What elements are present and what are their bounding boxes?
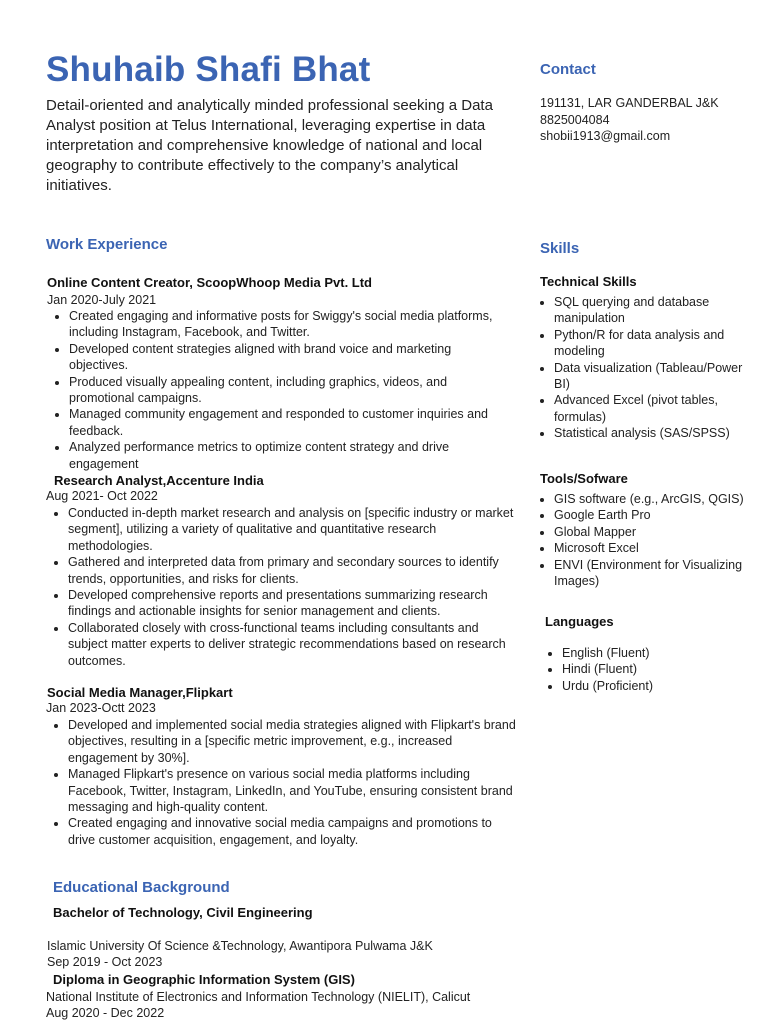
skill-item: • Statistical analysis (SAS/SPSS) bbox=[554, 425, 745, 441]
skill-item: • Data visualization (Tableau/Power BI) bbox=[554, 360, 745, 393]
contact-block bbox=[540, 95, 719, 145]
skill-item: • SQL querying and database manipulation bbox=[554, 294, 745, 327]
education-degree: Bachelor of Technology, Civil Engineering bbox=[53, 905, 313, 920]
tool-item: • Google Earth Pro bbox=[554, 507, 745, 523]
tools-heading: Tools/Sofware bbox=[540, 471, 628, 486]
professional-summary: Detail-oriented and analytically minded professional seeking a Data Analyst position at Telus International, leveraging expertise in data interpretation and comprehensive knowledge of national and local geography to contribute effectively to the company’s analytical initiatives. bbox=[46, 97, 493, 194]
education-dates: Sep 2019 - Oct 2023 bbox=[47, 955, 163, 969]
job-dates: Aug 2021- Oct 2022 bbox=[46, 489, 158, 503]
contact-email: shobii1913@gmail.com bbox=[540, 129, 671, 144]
job-bullet: • Managed community engagement and responded to customer inquiries and feedback. bbox=[69, 406, 509, 439]
job-bullet: • Developed and implemented social media strategies aligned with Flipkart's brand objectives, resulting in a [specific metric improvement, e.g., increased engagement by 30%]. bbox=[68, 717, 518, 766]
job-bullet: • Gathered and interpreted data from primary and secondary sources to identify trends, opportunities, and risks for clients. bbox=[68, 554, 518, 587]
language-item: • English (Fluent) bbox=[562, 645, 748, 661]
languages-heading: Languages bbox=[545, 614, 614, 629]
job-bullet: • Produced visually appealing content, including graphics, videos, and promotional campaigns. bbox=[69, 374, 509, 407]
job-bullets bbox=[46, 717, 518, 848]
job-bullet: • Developed content strategies aligned with brand voice and marketing objectives. bbox=[69, 341, 509, 374]
tool-item: • Microsoft Excel bbox=[554, 540, 745, 556]
education-school: Islamic University Of Science &Technology, Awantipora Pulwama J&K bbox=[47, 939, 433, 953]
technical-skills-heading: Technical Skills bbox=[540, 274, 637, 289]
contact-heading: Contact bbox=[540, 61, 596, 78]
job-bullets bbox=[46, 505, 518, 669]
job-title: Online Content Creator, ScoopWhoop Media Pvt. Ltd bbox=[47, 275, 372, 290]
job-bullet: • Collaborated closely with cross-functional teams including consultants and subject matter experts to deliver strategic recommendations based on research outcomes. bbox=[68, 620, 518, 669]
job-dates: Jan 2023-Octt 2023 bbox=[46, 701, 156, 715]
languages-list bbox=[548, 645, 748, 694]
job-bullet: • Created engaging and informative posts for Swiggy's social media platforms, including Instagram, Facebook, and Twitter. bbox=[69, 308, 509, 341]
job-bullets bbox=[47, 308, 509, 472]
job-title: Research Analyst,Accenture India bbox=[54, 473, 264, 488]
tools-list bbox=[540, 491, 745, 589]
education-degree: Diploma in Geographic Information System (GIS) bbox=[53, 972, 355, 987]
skills-heading: Skills bbox=[540, 240, 580, 257]
job-bullet: • Managed Flipkart's presence on various social media platforms including Facebook, Twitter, Instagram, LinkedIn, and YouTube, ensuring consistent brand messaging and high-quality content. bbox=[68, 766, 518, 815]
tool-item: • ENVI (Environment for Visualizing Images) bbox=[554, 557, 745, 590]
tool-item: • Global Mapper bbox=[554, 524, 745, 540]
job-dates: Jan 2020-July 2021 bbox=[47, 293, 157, 307]
job-bullet: • Developed comprehensive reports and presentations summarizing research findings and actionable insights for senior management and clients. bbox=[68, 587, 518, 620]
skill-item: • Advanced Excel (pivot tables, formulas) bbox=[554, 392, 745, 425]
job-bullet: • Created engaging and innovative social media campaigns and promotions to drive customer acquisition, engagement, and loyalty. bbox=[68, 815, 518, 848]
work-experience-heading: Work Experience bbox=[46, 236, 168, 253]
job-bullet: • Analyzed performance metrics to optimize content strategy and drive engagement bbox=[69, 439, 509, 472]
contact-phone: 8825004084 bbox=[540, 112, 610, 127]
languages-list-wrap bbox=[548, 645, 748, 694]
education-dates: Aug 2020 - Dec 2022 bbox=[46, 1006, 165, 1020]
technical-skills-list bbox=[540, 294, 745, 442]
language-item: • Hindi (Fluent) bbox=[562, 661, 748, 677]
technical-skills-list-wrap bbox=[540, 294, 745, 442]
candidate-name: Shuhaib Shafi Bhat bbox=[46, 50, 371, 89]
education-school: National Institute of Electronics and Information Technology (NIELIT), Calicut bbox=[46, 990, 471, 1004]
job-title: Social Media Manager,Flipkart bbox=[47, 685, 233, 700]
tool-item: • GIS software (e.g., ArcGIS, QGIS) bbox=[554, 491, 745, 507]
language-item: • Urdu (Proficient) bbox=[562, 678, 748, 694]
skill-item: • Python/R for data analysis and modeling bbox=[554, 327, 745, 360]
contact-address: 191131, LAR GANDERBAL J&K bbox=[540, 96, 719, 110]
education-heading: Educational Background bbox=[53, 879, 230, 896]
tools-list-wrap bbox=[540, 491, 745, 589]
job-bullet: • Conducted in-depth market research and analysis on [specific industry or market segment], utilizing a variety of qualitative and quantitative research methodologies. bbox=[68, 505, 518, 554]
